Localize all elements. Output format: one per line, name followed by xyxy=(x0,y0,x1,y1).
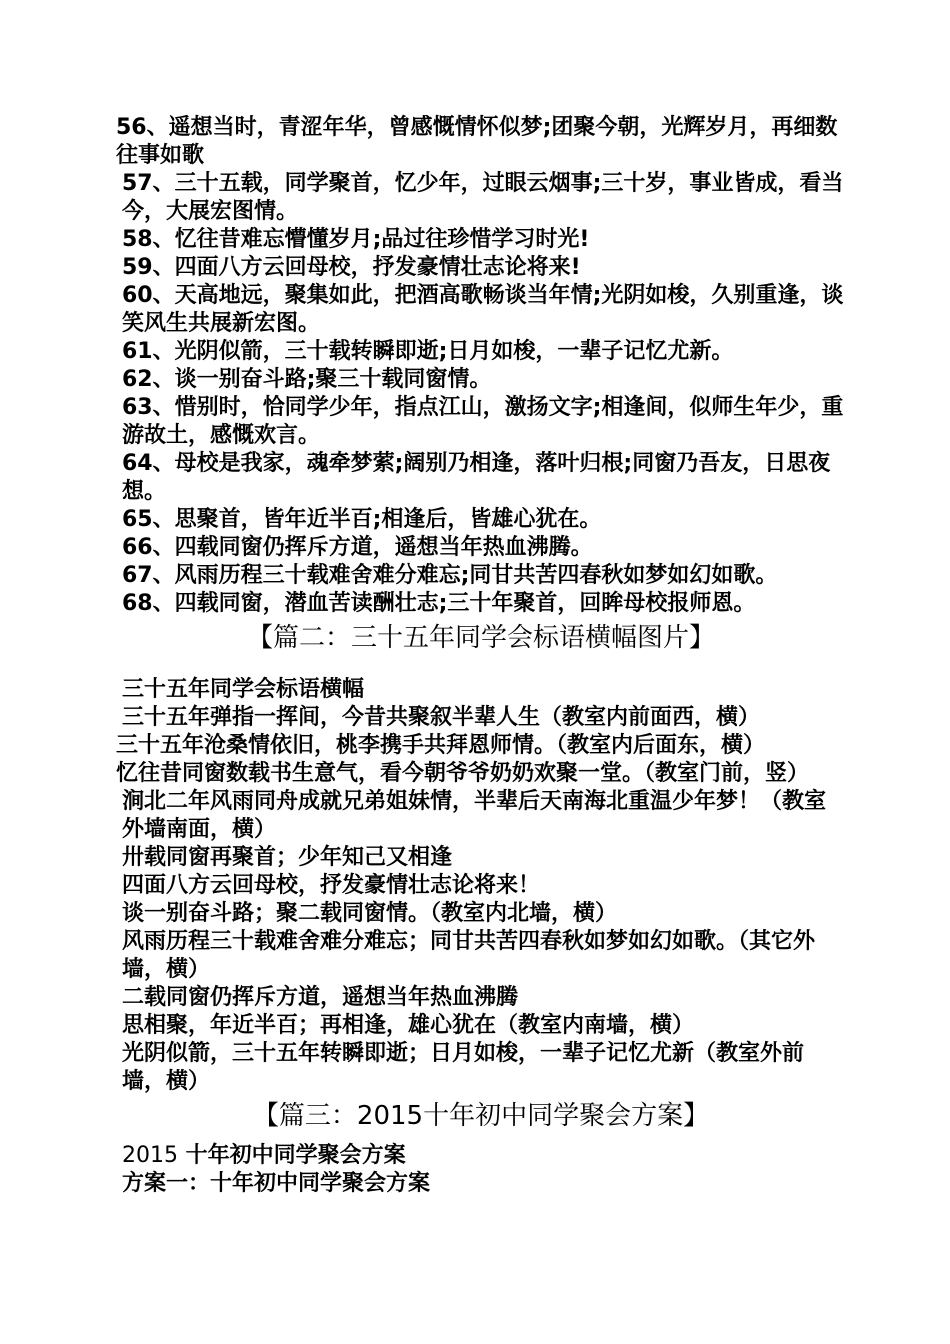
list-item: 62、谈一别奋斗路;聚三十载同窗情。 xyxy=(122,367,492,392)
list-item: 67、风雨历程三十载难舍难分难忘;同甘共苦四春秋如梦如幻如歌。 xyxy=(122,563,778,588)
list-item: 65、思聚首，皆年近半百;相逢后，皆雄心犹在。 xyxy=(122,507,602,532)
list-item: 思相聚，年近半百；再相逢，雄心犹在（教室内南墙，横） xyxy=(122,1013,695,1038)
section-heading-2: 【篇二：三十五年同学会标语横幅图片】 xyxy=(246,623,715,653)
section-slogans-list xyxy=(116,114,846,618)
list-item: 56、遥想当时，青涩年华，曾感慨情怀似梦;团聚今朝，光辉岁月，再细数往事如歌 xyxy=(116,115,838,168)
list-item: 二载同窗仍挥斥方道，遥想当年热血沸腾 xyxy=(122,985,519,1010)
list-item: 光阴似箭，三十五年转瞬即逝；日月如梭，一辈子记忆尤新（教室外前墙，横） xyxy=(122,1041,805,1094)
section-banners-list xyxy=(116,676,846,1096)
list-item: 三十五年弹指一挥间，今昔共聚叙半辈人生（教室内前面西，横） xyxy=(122,705,761,730)
section-heading-3: 【篇三：2015十年初中同学聚会方案】 xyxy=(252,1101,710,1131)
list-item: 61、光阴似箭，三十载转瞬即逝;日月如梭，一辈子记忆尤新。 xyxy=(122,339,734,364)
list-item: 60、天高地远，聚集如此，把酒高歌畅谈当年情;光阴如梭，久别重逢，谈笑风生共展新宏图。 xyxy=(122,283,844,336)
document-content xyxy=(116,114,846,1198)
plan-year: 2015 xyxy=(122,1143,178,1168)
list-item: 谈一别奋斗路；聚二载同窗情。（教室内北墙，横） xyxy=(122,901,618,926)
list-item: 风雨历程三十载难舍难分难忘；同甘共苦四春秋如梦如幻如歌。（其它外墙，横） xyxy=(122,929,816,982)
plan-title-text: 十年初中同学聚会方案 xyxy=(185,1143,406,1168)
list-item: 59、四面八方云回母校，抒发豪情壮志论将来! xyxy=(122,255,581,280)
list-item: 57、三十五载，同学聚首，忆少年，过眼云烟事;三十岁，事业皆成，看当今，大展宏图情。 xyxy=(122,171,844,224)
list-item: 58、忆往昔难忘懵懂岁月;品过往珍惜学习时光! xyxy=(122,227,590,252)
list-item: 卅载同窗再聚首；少年知己又相逢 xyxy=(122,845,453,870)
list-item: 66、四载同窗仍挥斥方道，遥想当年热血沸腾。 xyxy=(122,535,593,560)
list-item: 68、四载同窗，潜血苦读酬壮志;三十年聚首，回眸母校报师恩。 xyxy=(122,591,756,616)
section-plan xyxy=(116,1142,846,1198)
list-item: 忆往昔同窗数载书生意气，看今朝爷爷奶奶欢聚一堂。（教室门前，竖） xyxy=(116,761,810,786)
list-item: 64、母校是我家，魂牵梦萦;阔别乃相逢，落叶归根;同窗乃吾友，日思夜想。 xyxy=(122,451,831,504)
list-item: 涧北二年风雨同舟成就兄弟姐妹情，半辈后天南海北重温少年梦！（教室外墙南面，横） xyxy=(122,789,827,842)
section-title: 三十五年同学会标语横幅 xyxy=(122,677,365,702)
list-item: 四面八方云回母校，抒发豪情壮志论将来！ xyxy=(122,873,541,898)
list-item: 三十五年沧桑情依旧，桃李携手共拜恩师情。（教室内后面东，横） xyxy=(116,733,766,758)
list-item: 63、惜别时，恰同学少年，指点江山，激扬文字;相逢间，似师生年少，重游故土，感慨欢言。 xyxy=(122,395,844,448)
plan-subtitle: 方案一：十年初中同学聚会方案 xyxy=(122,1171,431,1196)
plan-title xyxy=(116,1142,846,1170)
